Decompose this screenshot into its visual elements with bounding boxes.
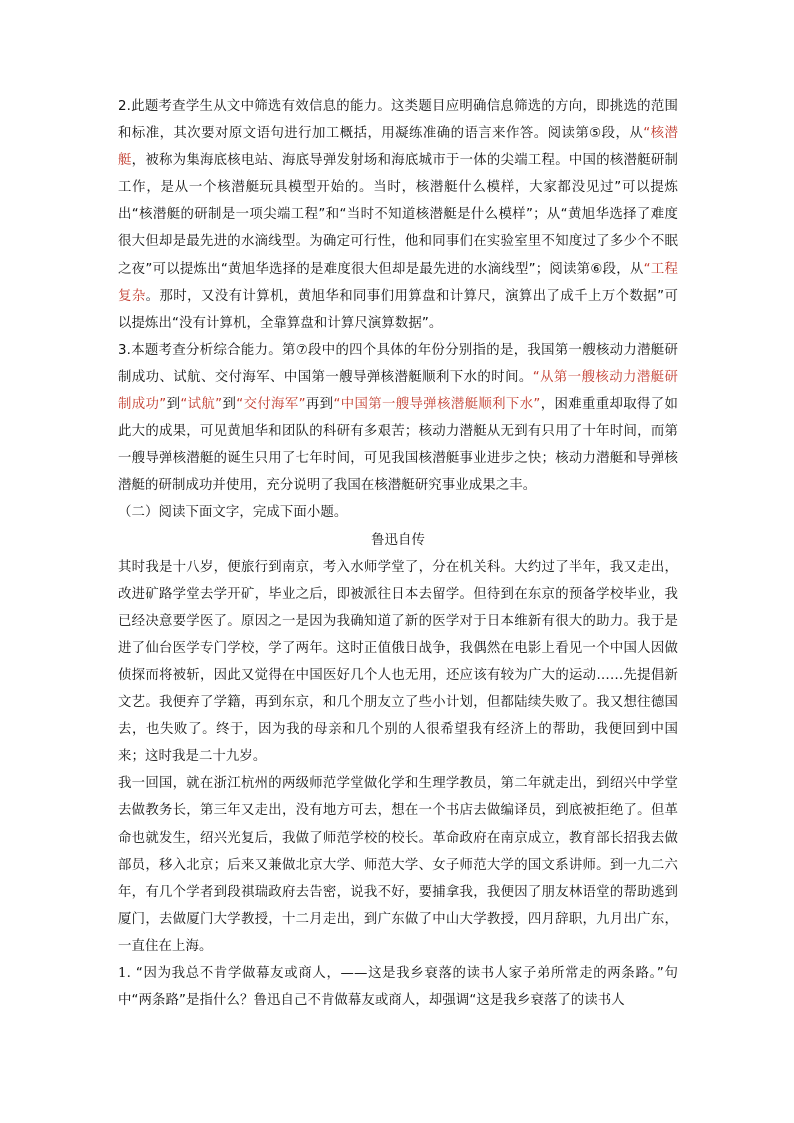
q2-segment: “工程复杂 bbox=[118, 261, 678, 304]
q3-segment: 再到 bbox=[305, 397, 334, 413]
q3-segment: ，困难重重却取得了如此大的成果，可见黄旭华和团队的科研有多艰苦；核动力潜艇从无到有只用了十年时间，而第一艘导弹核潜艇的诞生只用了七年时间，可见我国核潜艇事业进步之快；核动力潜艇和导弹核潜艇的研制成功并使用，充分说明了我国在核潜艇研究事业成果之丰。 bbox=[118, 397, 679, 494]
q3-segment: 3.本题考查分析综合能力。第⑦段中的四个具体的年份分别指的是，我国第一艘核动力潜艇研制成功、试航、交付海军、中国第一艘导弹核潜艇顺利下水的时间。 bbox=[118, 342, 678, 385]
article-paragraph-1: 其时我是十八岁，便旅行到南京，考入水师学堂了，分在机关科。大约过了半年，我又走出，改进矿路学堂去学开矿，毕业之后，即被派往日本去留学。但待到在东京的预备学校毕业，我已经决意要学医了。原因之一是因为我确知道了新的医学对于日本维新有很大的助力。我于是进了仙台医学专门学校，学了两年。这时正值俄日战争，我偶然在电影上看见一个中国人因做侦探而将被斩，因此又觉得在中国医好几个人也无用，还应该有较为广大的运动……先提倡新文艺。我便弃了学籍，再到东京，和几个朋友立了些小计划，但都陆续失败了。我又想往德国去，也失败了。终于，因为我的母亲和几个别的人很希望我有经济上的帮助，我便回到中国来；这时我是二十九岁。 bbox=[118, 559, 678, 765]
q3-segment: “从第一艘核动力潜艇研制成功” bbox=[118, 369, 678, 413]
q3-segment: 到 bbox=[166, 397, 181, 413]
question-number: 1. bbox=[118, 966, 131, 981]
article-title: 鲁迅自传 bbox=[371, 532, 425, 548]
q2-segment: 。那时，又没有计算机，黄旭华和同事们用算盘和计算尺，演算出了成千上万个数据”可以提炼出“没有计算机，全靠算盘和计算尺演算数据”。 bbox=[118, 288, 678, 331]
section-heading: （二）阅读下面文字，完成下面小题。 bbox=[118, 505, 348, 521]
document-content bbox=[118, 93, 678, 1014]
q2-segment: ，被称为集海底核电站、海底导弹发射场和海底城市于一体的尖端工程。中国的核潜艇研制工作，是从一个核潜艇玩具模型开始的。当时，核潜艇什么模样，大家都没见过”可以提炼出“核潜艇的研制是一项尖端工程”和“当时不知道核潜艇是什么模样”；从“黄旭华选择了难度很大但却是最先进的水滴线型。为确定可行性，他和同事们在实验室里不知度过了多少个不眠之夜”可以提炼出“黄旭华选择的是难度很大但却是最先进的水滴线型”；阅读第⑥段，从 bbox=[118, 153, 678, 277]
question-1 bbox=[118, 960, 678, 1014]
q2-segment: 2.此题考查学生从文中筛选有效信息的能力。这类题目应明确信息筛选的方向，即挑选的范围和标准，其次要对原文语句进行加工概括，用凝练准确的语言来作答。阅读第⑤段，从 bbox=[118, 99, 678, 142]
q3-segment: “交付海军” bbox=[236, 397, 306, 413]
answer-explanation-2 bbox=[118, 93, 678, 337]
q3-segment: “中国第一艘导弹核潜艇顺利下水” bbox=[333, 397, 541, 413]
article-paragraph-2: 我一回国，就在浙江杭州的两级师范学堂做化学和生理学教员，第二年就走出，到绍兴中学堂去做教务长，第三年又走出，没有地方可去，想在一个书店去做编译员，到底被拒绝了。但革命也就发生，绍兴光复后，我做了师范学校的校长。革命政府在南京成立，教育部长招我去做部员，移入北京；后来又兼做北京大学、师范大学、女子师范大学的国文系讲师。到一九二六年，有几个学者到段祺瑞政府去告密，说我不好，要捕拿我，我便因了朋友林语堂的帮助逃到厦门，去做厦门大学教授，十二月走出，到广东做了中山大学教授，四月辞职，九月出广东，一直住在上海。 bbox=[118, 776, 678, 954]
q3-segment: “试航” bbox=[180, 397, 223, 413]
answer-explanation-3 bbox=[118, 337, 678, 500]
q2-segment: “核潜艇 bbox=[118, 126, 678, 169]
question-text: “因为我总不肯学做幕友或商人，——这是我乡衰落的读书人家子弟所常走的两条路。”句中“两条路”是指什么？鲁迅自己不肯做幕友或商人，却强调“这是我乡衰落了的读书人 bbox=[118, 966, 678, 1009]
q3-segment: 到 bbox=[222, 397, 237, 413]
